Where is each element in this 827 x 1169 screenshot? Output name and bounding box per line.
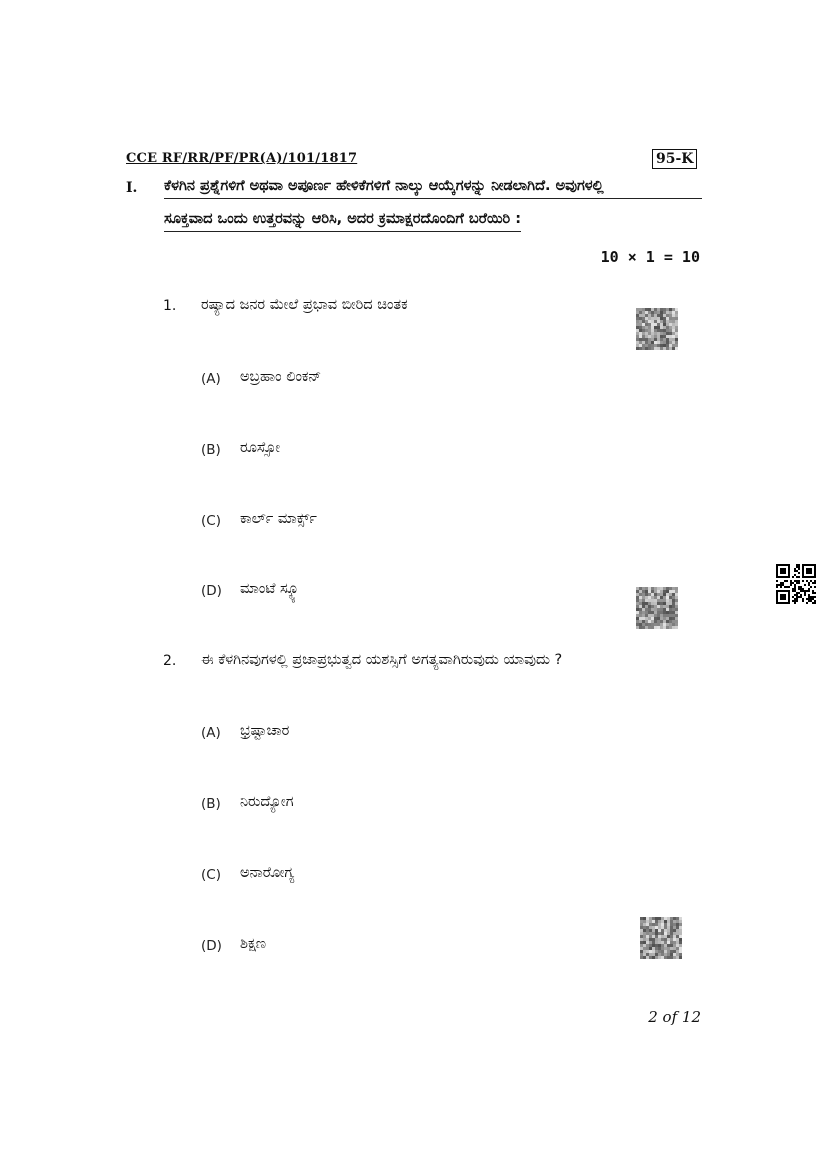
option-label: (A) — [201, 725, 221, 741]
question-number: 2. — [163, 653, 177, 669]
qr-code-icon — [776, 564, 816, 604]
option-text: ಅನಾರೋಗ್ಯ — [240, 865, 295, 881]
option-text: ಮಾಂಟೆ ಸ್ಕ್ಯೂ — [240, 581, 301, 597]
option-label: (A) — [201, 371, 221, 387]
section-number: I. — [126, 180, 138, 196]
option-text: ರೂಸ್ಸೋ — [240, 440, 281, 456]
section-marks: 10 × 1 = 10 — [600, 248, 700, 266]
option-label: (D) — [201, 938, 222, 954]
scan-noise-mark — [640, 917, 682, 959]
section-instruction-line1: ಕೆಳಗಿನ ಪ್ರಶ್ನೆಗಳಿಗೆ ಅಥವಾ ಅಪೂರ್ಣ ಹೇಳಿಕೆಗಳಿಗೆ ನಾಲ್ಕು ಆಯ್ಕೆಗಳನ್ನು ನೀಡಲಾಗಿದೆ. ಅವುಗಳಲ್ಲಿ — [164, 178, 702, 199]
scan-noise-mark — [636, 308, 678, 350]
option-text: ಅಬ್ರಹಾಂ ಲಿಂಕನ್ — [240, 369, 322, 385]
question-number: 1. — [163, 298, 177, 314]
option-text: ಶಿಕ್ಷಣ — [240, 936, 267, 952]
option-label: (C) — [201, 867, 221, 883]
page-number: 2 of 12 — [648, 1008, 701, 1026]
option-label: (B) — [201, 796, 221, 812]
option-label: (B) — [201, 442, 221, 458]
scan-noise-mark — [636, 587, 678, 629]
paper-code-box: 95-K — [652, 149, 697, 169]
question-text: ರಷ್ಯಾದ ಜನರ ಮೇಲೆ ಪ್ರಭಾವ ಬೀರಿದ ಚಿಂತಕ — [201, 297, 408, 313]
option-text: ನಿರುದ್ಯೋಗ — [240, 794, 294, 810]
paper-code-header: CCE RF/RR/PF/PR(A)/101/1817 — [126, 151, 358, 166]
question-text: ಈ ಕೆಳಗಿನವುಗಳಲ್ಲಿ ಪ್ರಜಾಪ್ರಭುತ್ವದ ಯಶಸ್ಸಿಗೆ ಅಗತ್ಯವಾಗಿರುವುದು ಯಾವುದು ? — [201, 652, 563, 668]
option-label: (C) — [201, 513, 221, 529]
option-text: ಕಾರ್ಲ್ ಮಾರ್ಕ್ಸ್ — [240, 511, 317, 527]
section-instruction-line2: ಸೂಕ್ತವಾದ ಒಂದು ಉತ್ತರವನ್ನು ಆರಿಸಿ, ಅದರ ಕ್ರಮಾಕ್ಷರದೊಂದಿಗೆ ಬರೆಯಿರಿ : — [164, 211, 521, 232]
option-label: (D) — [201, 583, 222, 599]
option-text: ಭ್ರಷ್ಟಾಚಾರ — [240, 723, 290, 739]
